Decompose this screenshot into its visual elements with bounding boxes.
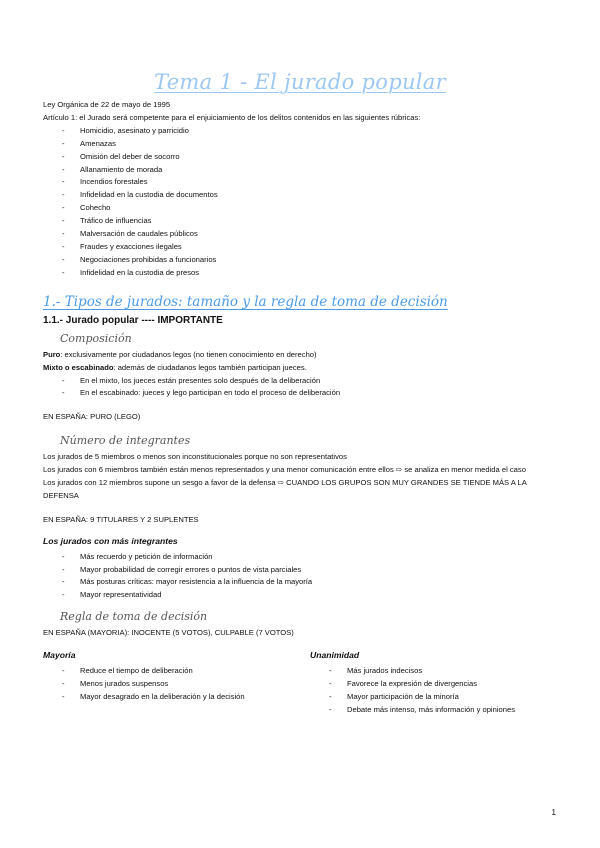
unanimity-column bbox=[310, 645, 563, 717]
law-reference: Ley Orgánica de 22 de mayo de 1995 bbox=[43, 100, 171, 109]
mixto-label: Mixto o escabinado bbox=[43, 362, 114, 372]
list-item: - En el escabinado: jueces y lego participan en todo el proceso de deliberación bbox=[43, 387, 563, 400]
list-item: - Negociaciones prohibidas a funcionarios bbox=[43, 254, 563, 267]
section-heading: 1.- Tipos de jurados: tamaño y la regla de toma de decisión bbox=[43, 293, 448, 310]
unanimity-heading: Unanimidad bbox=[310, 650, 360, 661]
list-item: - Mayor representatividad bbox=[43, 589, 563, 602]
majority-list bbox=[43, 665, 296, 704]
unanimity-list bbox=[310, 665, 563, 717]
page-number: 1 bbox=[551, 808, 556, 817]
members-line-2: Los jurados con 6 miembros también están menos representados y una menor comunicación entre ellos ⇨ se analiza en menor medida el caso bbox=[43, 465, 526, 475]
puro-text: : exclusivamente por ciudadanos legos (no tienen conocimiento en derecho) bbox=[60, 349, 317, 359]
puro-definition bbox=[43, 349, 563, 362]
list-item: - Homicidio, asesinato y parricidio bbox=[43, 125, 563, 138]
members-heading: Número de integrantes bbox=[60, 434, 191, 448]
list-item: - Infidelidad en la custodia de presos bbox=[43, 267, 563, 280]
mixto-text: : además de ciudadanos legos también participan jueces. bbox=[113, 362, 307, 372]
more-members-list bbox=[43, 551, 563, 603]
majority-column bbox=[43, 645, 296, 717]
list-item: - Mayor desagrado en la deliberación y la decisión bbox=[43, 691, 296, 704]
list-item: - Tráfico de influencias bbox=[43, 215, 563, 228]
list-item: - Mayor probabilidad de corregir errores o puntos de vista parciales bbox=[43, 564, 563, 577]
mixto-definition bbox=[43, 362, 563, 375]
decision-rule-heading: Regla de toma de decisión bbox=[60, 610, 208, 624]
list-item: - Más jurados indecisos bbox=[310, 665, 563, 678]
composition-heading: Composición bbox=[60, 331, 132, 345]
list-item: - Allanamiento de morada bbox=[43, 164, 563, 177]
article-text: Artículo 1: el Jurado será competente para el enjuiciamiento de los delitos contenidos en las siguientes rúbricas: bbox=[43, 112, 421, 122]
list-item: - Amenazas bbox=[43, 138, 563, 151]
list-item: - Más recuerdo y petición de información bbox=[43, 551, 563, 564]
members-line-3: Los jurados con 12 miembros supone un sesgo a favor de la defensa ⇨ CUANDO LOS GRUPOS SON MUY GRANDES SE TIENDE MÁS A LA DEFENSA bbox=[43, 478, 527, 500]
composition-spain: EN ESPAÑA: PURO (LEGO) bbox=[43, 412, 141, 422]
crimes-list bbox=[43, 125, 563, 280]
list-item: - Reduce el tiempo de deliberación bbox=[43, 665, 296, 678]
list-item: - Más posturas críticas: mayor resistencia a la influencia de la mayoría bbox=[43, 576, 563, 589]
list-item: - Incendios forestales bbox=[43, 176, 563, 189]
list-item: - Favorece la expresión de divergencias bbox=[310, 678, 563, 691]
more-members-heading: Los jurados con más integrantes bbox=[43, 535, 178, 546]
composition-list bbox=[43, 375, 563, 401]
list-item: - Fraudes y exacciones ilegales bbox=[43, 241, 563, 254]
decision-rule-columns bbox=[43, 645, 563, 717]
subsection-heading: 1.1.- Jurado popular ---- IMPORTANTE bbox=[43, 314, 223, 326]
document-body bbox=[43, 99, 563, 717]
list-item: - Menos jurados suspensos bbox=[43, 678, 296, 691]
list-item: - Mayor participación de la minoría bbox=[310, 691, 563, 704]
list-item: - Cohecho bbox=[43, 202, 563, 215]
document-title: Tema 1 - El jurado popular bbox=[154, 70, 446, 94]
members-spain: EN ESPAÑA: 9 TITULARES Y 2 SUPLENTES bbox=[43, 514, 199, 524]
decision-rule-spain: EN ESPAÑA (MAYORIA): INOCENTE (5 VOTOS), CULPABLE (7 VOTOS) bbox=[43, 628, 294, 638]
list-item: - Malversación de caudales públicos bbox=[43, 228, 563, 241]
list-item: - Debate más intenso, más información y opiniones bbox=[310, 704, 563, 717]
members-line-1: Los jurados de 5 miembros o menos son inconstitucionales porque no son representativos bbox=[43, 452, 347, 462]
majority-heading: Mayoría bbox=[43, 650, 76, 661]
puro-label: Puro bbox=[43, 349, 61, 359]
list-item: - Omisión del deber de socorro bbox=[43, 151, 563, 164]
list-item: - Infidelidad en la custodia de documentos bbox=[43, 189, 563, 202]
list-item: - En el mixto, los jueces están presentes solo después de la deliberación bbox=[43, 375, 563, 388]
